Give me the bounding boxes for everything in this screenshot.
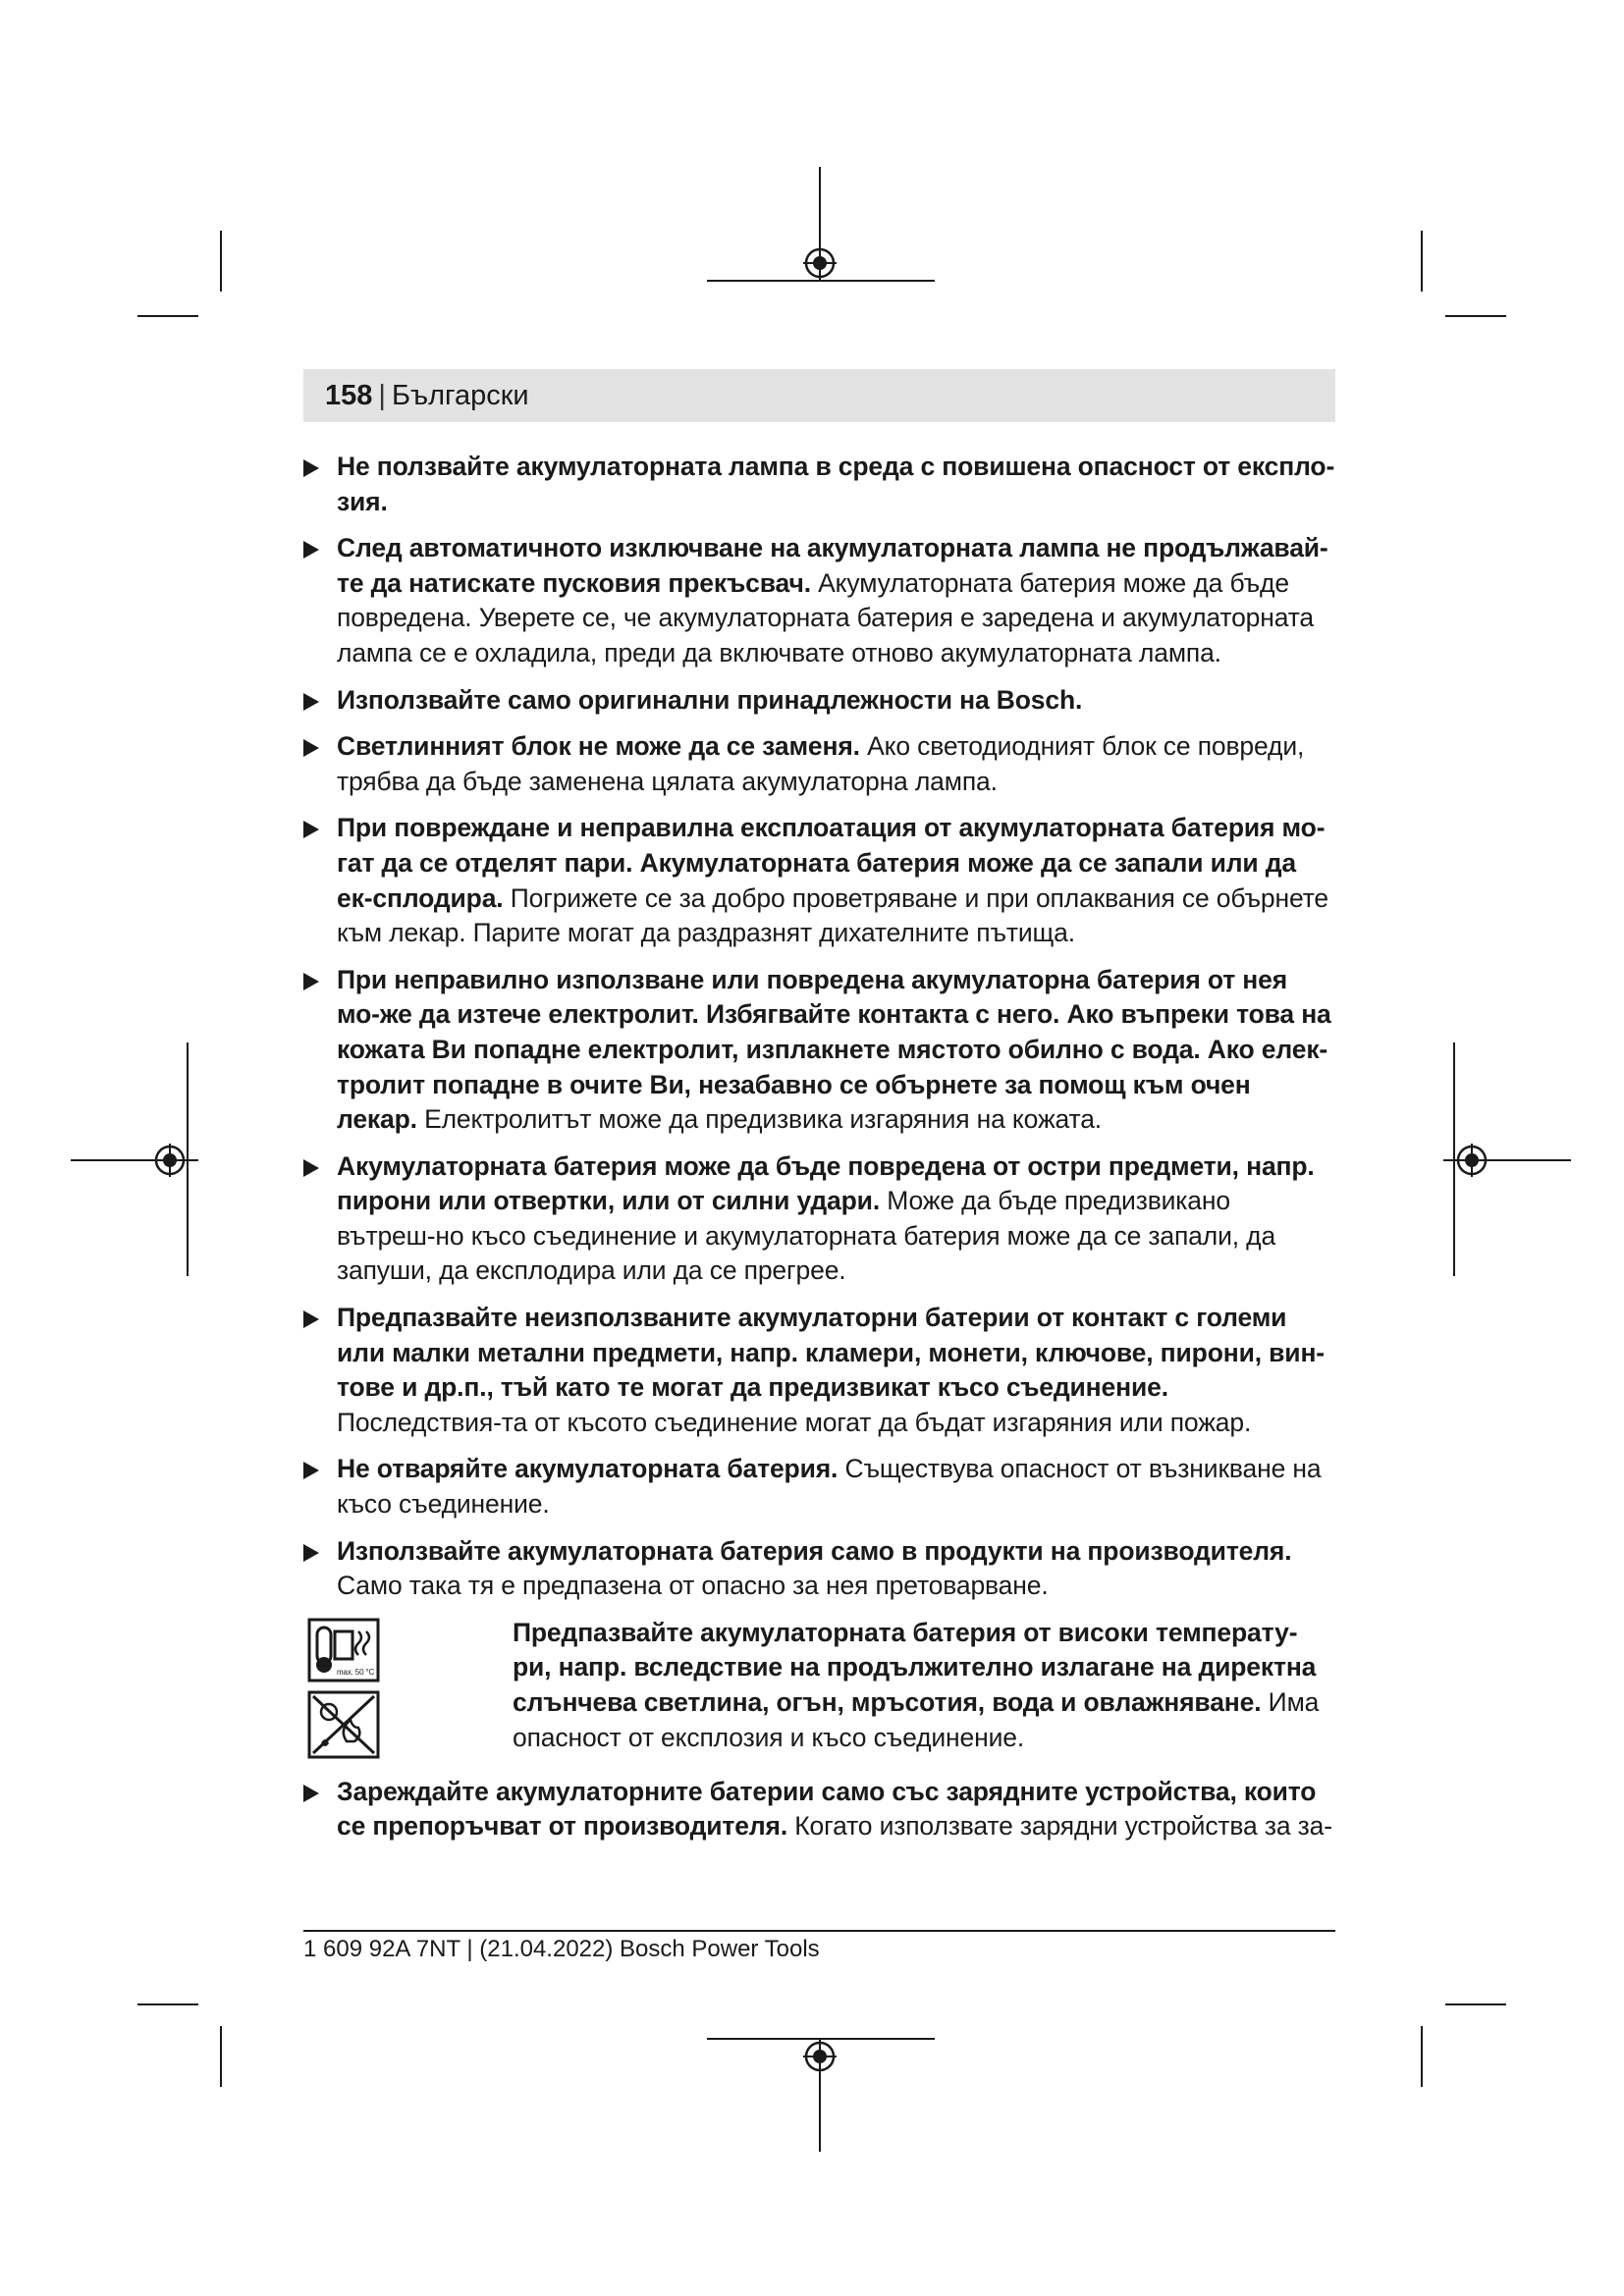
no-sun-fire-water-icon xyxy=(307,1690,380,1759)
bullet-arrow-icon xyxy=(303,739,319,757)
crop-mark xyxy=(220,231,222,292)
list-item-with-icons: max. 50 °C Предпазвайте акумулаторната батерия от високи температу-ри, напр. вследствие на продължително излагане на директна слънчева светлина, огън, мръсотия, вода и овлажняване. Има опасност от експлозия и късо съединение. xyxy=(303,1616,1335,1763)
page-number: 158 xyxy=(325,379,373,411)
crop-mark xyxy=(1421,231,1423,292)
list-item: Предпазвайте неизползваните акумулаторни батерии от контакт с големи или малки метални предмети, напр. кламери, монети, ключове, пирони, вин-тове и др.п., тъй като те могат да предизвикат късо съединение. Последствия-та от късото съединение могат да бъдат изгаряния или пожар. xyxy=(303,1301,1335,1440)
bullet-arrow-icon xyxy=(303,459,319,477)
crop-mark xyxy=(137,315,198,317)
svg-text:max. 50 °C: max. 50 °C xyxy=(337,1667,375,1677)
crop-mark xyxy=(137,2003,198,2005)
list-item: След автоматичното изключване на акумулаторната лампа не продължавай-те да натискате пусковия прекъсвач. Акумулаторната батерия може да бъде повредена. Уверете се, че акумулаторната батерия е заредена и акумулаторната лампа се е охладила, преди да включвате отново акумулаторната лампа. xyxy=(303,531,1335,670)
list-item: Светлинният блок не може да се заменя. Ако светодиодният блок се повреди, трябва да бъде заменена цялата акумулаторна лампа. xyxy=(303,729,1335,799)
registration-target-icon xyxy=(803,2040,837,2073)
crop-mark xyxy=(1445,2003,1506,2005)
footer-divider xyxy=(303,1930,1335,1932)
registration-target-icon xyxy=(153,1144,187,1177)
bullet-arrow-icon xyxy=(303,541,319,559)
list-item: Не отваряйте акумулаторната батерия. Съществува опасност от възникване на късо съединение. xyxy=(303,1452,1335,1522)
header-language: Български xyxy=(391,379,529,411)
bullet-arrow-icon xyxy=(303,1785,319,1802)
list-item: Акумулаторната батерия може да бъде повредена от остри предмети, напр. пирони или отвертки, или от силни удари. Може да бъде предизвикано вътреш-но късо съединение и акумулаторната батерия може да се запали, да запуши, да експлодира или да се прегрее. xyxy=(303,1149,1335,1289)
bullet-arrow-icon xyxy=(303,693,319,711)
page-header xyxy=(303,369,1335,422)
registration-line xyxy=(707,280,935,282)
max-temperature-icon xyxy=(307,1618,380,1682)
list-item: При повреждане и неправилна експлоатация от акумулаторната батерия мо-гат да се отделят пари. Акумулаторната батерия може да се запали или да ек-сплодира. Погрижете се за добро проветряване и при оплаквания се обърнете към лекар. Парите могат да раздразнят дихателните пътища. xyxy=(303,811,1335,950)
crop-mark xyxy=(220,2026,222,2087)
bullet-arrow-icon xyxy=(303,1310,319,1328)
bullet-arrow-icon xyxy=(303,1544,319,1562)
safety-instructions xyxy=(303,450,1335,1856)
bullet-arrow-icon xyxy=(303,973,319,990)
crop-mark xyxy=(1445,315,1506,317)
list-item: Използвайте акумулаторната батерия само в продукти на производителя. Само така тя е предпазена от опасно за нея претоварване. xyxy=(303,1534,1335,1604)
page-footer: 1 609 92A 7NT | (21.04.2022) Bosch Power Tools xyxy=(303,1936,820,1962)
crop-mark xyxy=(1421,2026,1423,2087)
warning-icons xyxy=(307,1618,386,1767)
list-item: При неправилно използване или повредена акумулаторна батерия от нея мо-же да изтече електролит. Избягвайте контакта с него. Ако въпреки това на кожата Ви попадне електролит, изплакнете мястото обилно с вода. Ако елек-тролит попадне в очите Ви, незабавно се обърнете за помощ към очен лекар. Електролитът може да предизвика изгаряния на кожата. xyxy=(303,963,1335,1138)
list-item: Не ползвайте акумулаторната лампа в среда с повишена опасност от експло-зия. xyxy=(303,450,1335,519)
list-item: Зареждайте акумулаторните батерии само със зарядните устройства, които се препоръчват от производителя. Когато използвате зарядни устройства за за- xyxy=(303,1775,1335,1844)
registration-target-icon xyxy=(803,246,837,280)
registration-target-icon xyxy=(1455,1144,1489,1177)
header-separator: | xyxy=(378,379,386,411)
list-item: Използвайте само оригинални принадлежности на Bosch. xyxy=(303,683,1335,719)
bullet-arrow-icon xyxy=(303,1159,319,1177)
registration-line xyxy=(187,1042,189,1276)
bullet-arrow-icon xyxy=(303,1462,319,1479)
bullet-arrow-icon xyxy=(303,821,319,838)
